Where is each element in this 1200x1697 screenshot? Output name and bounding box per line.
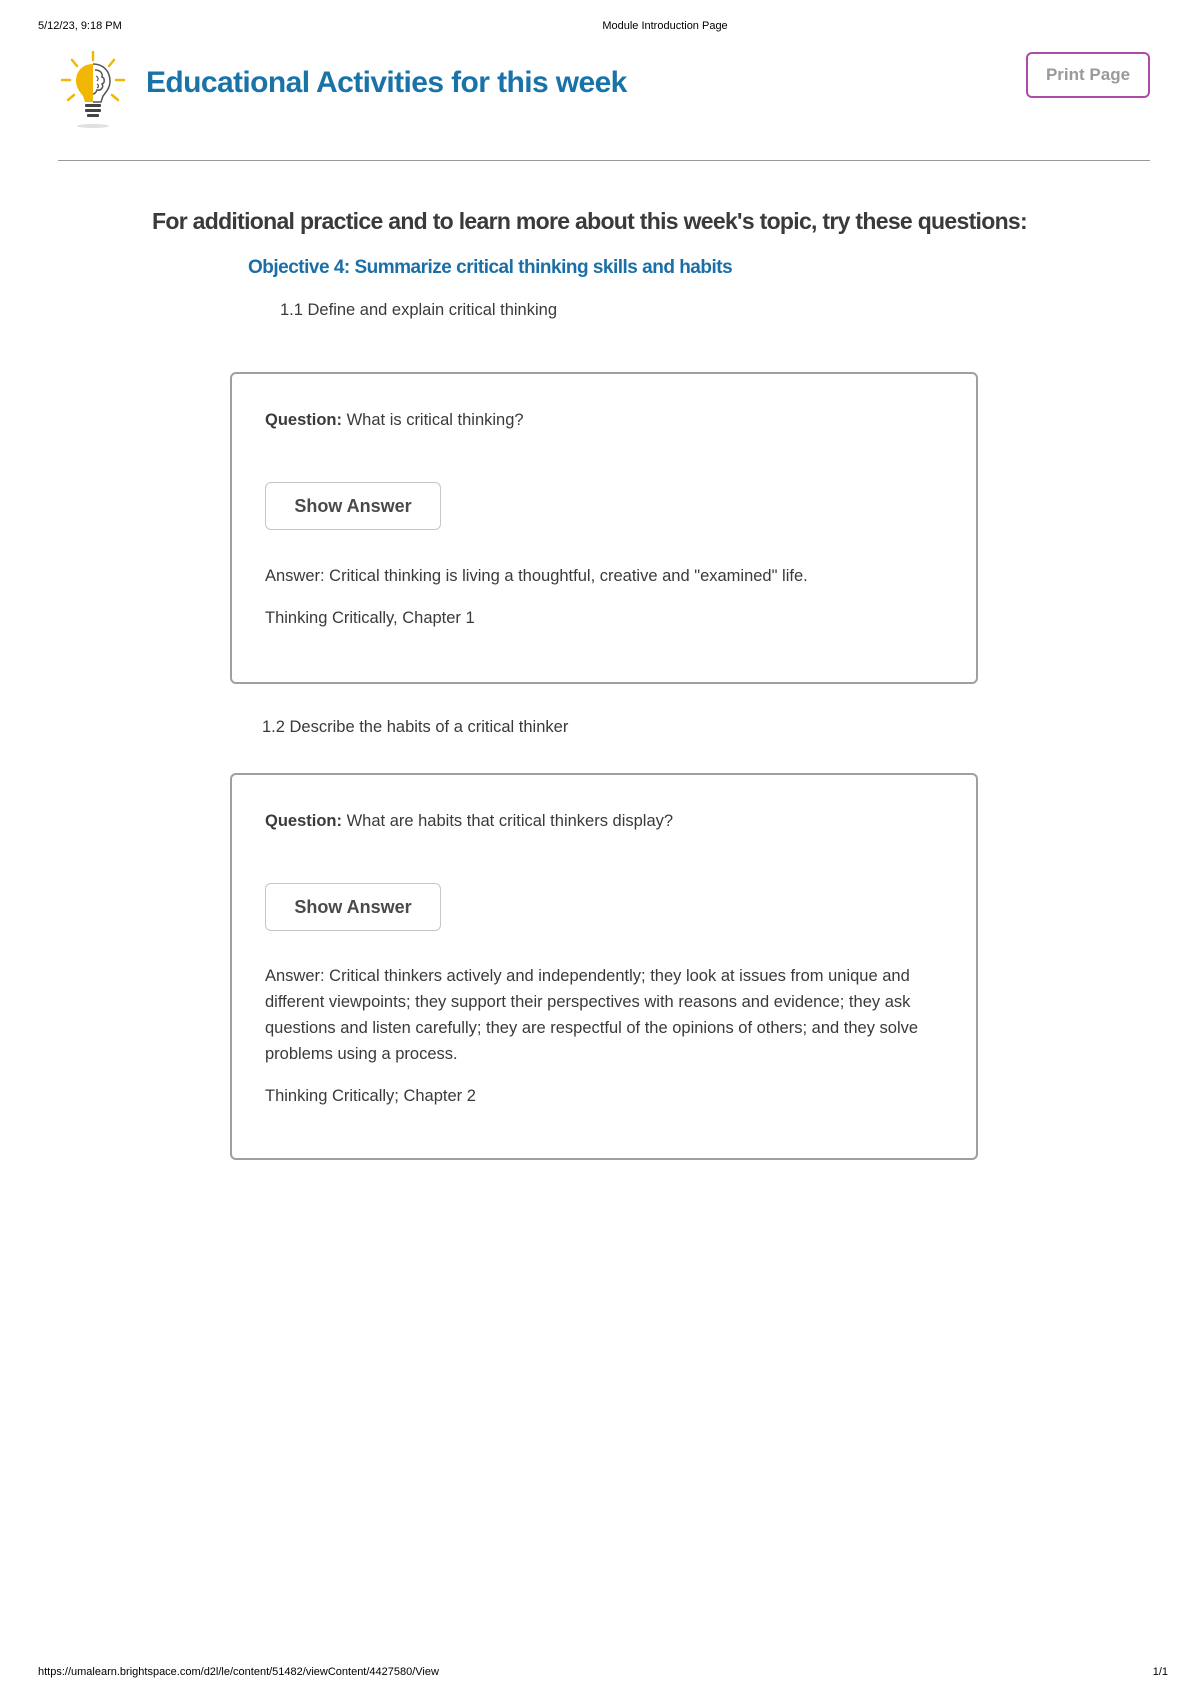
question-text: What are habits that critical thinkers display? — [346, 812, 674, 830]
question-text: What is critical thinking? — [346, 411, 524, 429]
print-url: https://umalearn.brightspace.com/d2l/le/content/51482/viewContent/4427580/View — [38, 1666, 439, 1678]
answer-source: Thinking Critically; Chapter 2 — [265, 1087, 476, 1105]
header-divider — [58, 160, 1150, 161]
show-answer-button[interactable]: Show Answer — [265, 482, 441, 530]
lightbulb-brain-icon — [58, 50, 128, 130]
answer-source: Thinking Critically, Chapter 1 — [265, 609, 475, 627]
objective-heading: Objective 4: Summarize critical thinking skills and habits — [248, 257, 733, 278]
print-datetime: 5/12/23, 9:18 PM — [38, 20, 122, 32]
section-subtitle-1-1: 1.1 Define and explain critical thinking — [280, 301, 557, 319]
answer-text: Answer: Critical thinking is living a thoughtful, creative and "examined" life. — [265, 567, 808, 585]
answer-text: Answer: Critical thinkers actively and independently; they look at issues from unique and different viewpoints; they support their perspectives with reasons and evidence; they ask questions and listen carefully; they are respectful of the opinions of others; and they solve problems using a process. — [265, 967, 919, 1063]
question-label: Question: — [265, 812, 342, 830]
print-page-title: Module Introduction Page — [602, 20, 728, 32]
question-line — [265, 812, 673, 831]
question-card-1 — [230, 372, 978, 684]
print-page-button[interactable]: Print Page — [1026, 52, 1150, 98]
section-subtitle-1-2: 1.2 Describe the habits of a critical thinker — [262, 718, 569, 736]
intro-heading: For additional practice and to learn more about this week's topic, try these questions: — [152, 208, 1027, 234]
page-banner — [58, 50, 1150, 160]
show-answer-button[interactable]: Show Answer — [265, 883, 441, 931]
question-card-2 — [230, 773, 978, 1160]
page-title: Educational Activities for this week — [146, 66, 627, 99]
print-header — [0, 20, 1200, 38]
print-page-number: 1/1 — [1152, 1666, 1168, 1678]
question-label: Question: — [265, 411, 342, 429]
question-line — [265, 411, 524, 430]
